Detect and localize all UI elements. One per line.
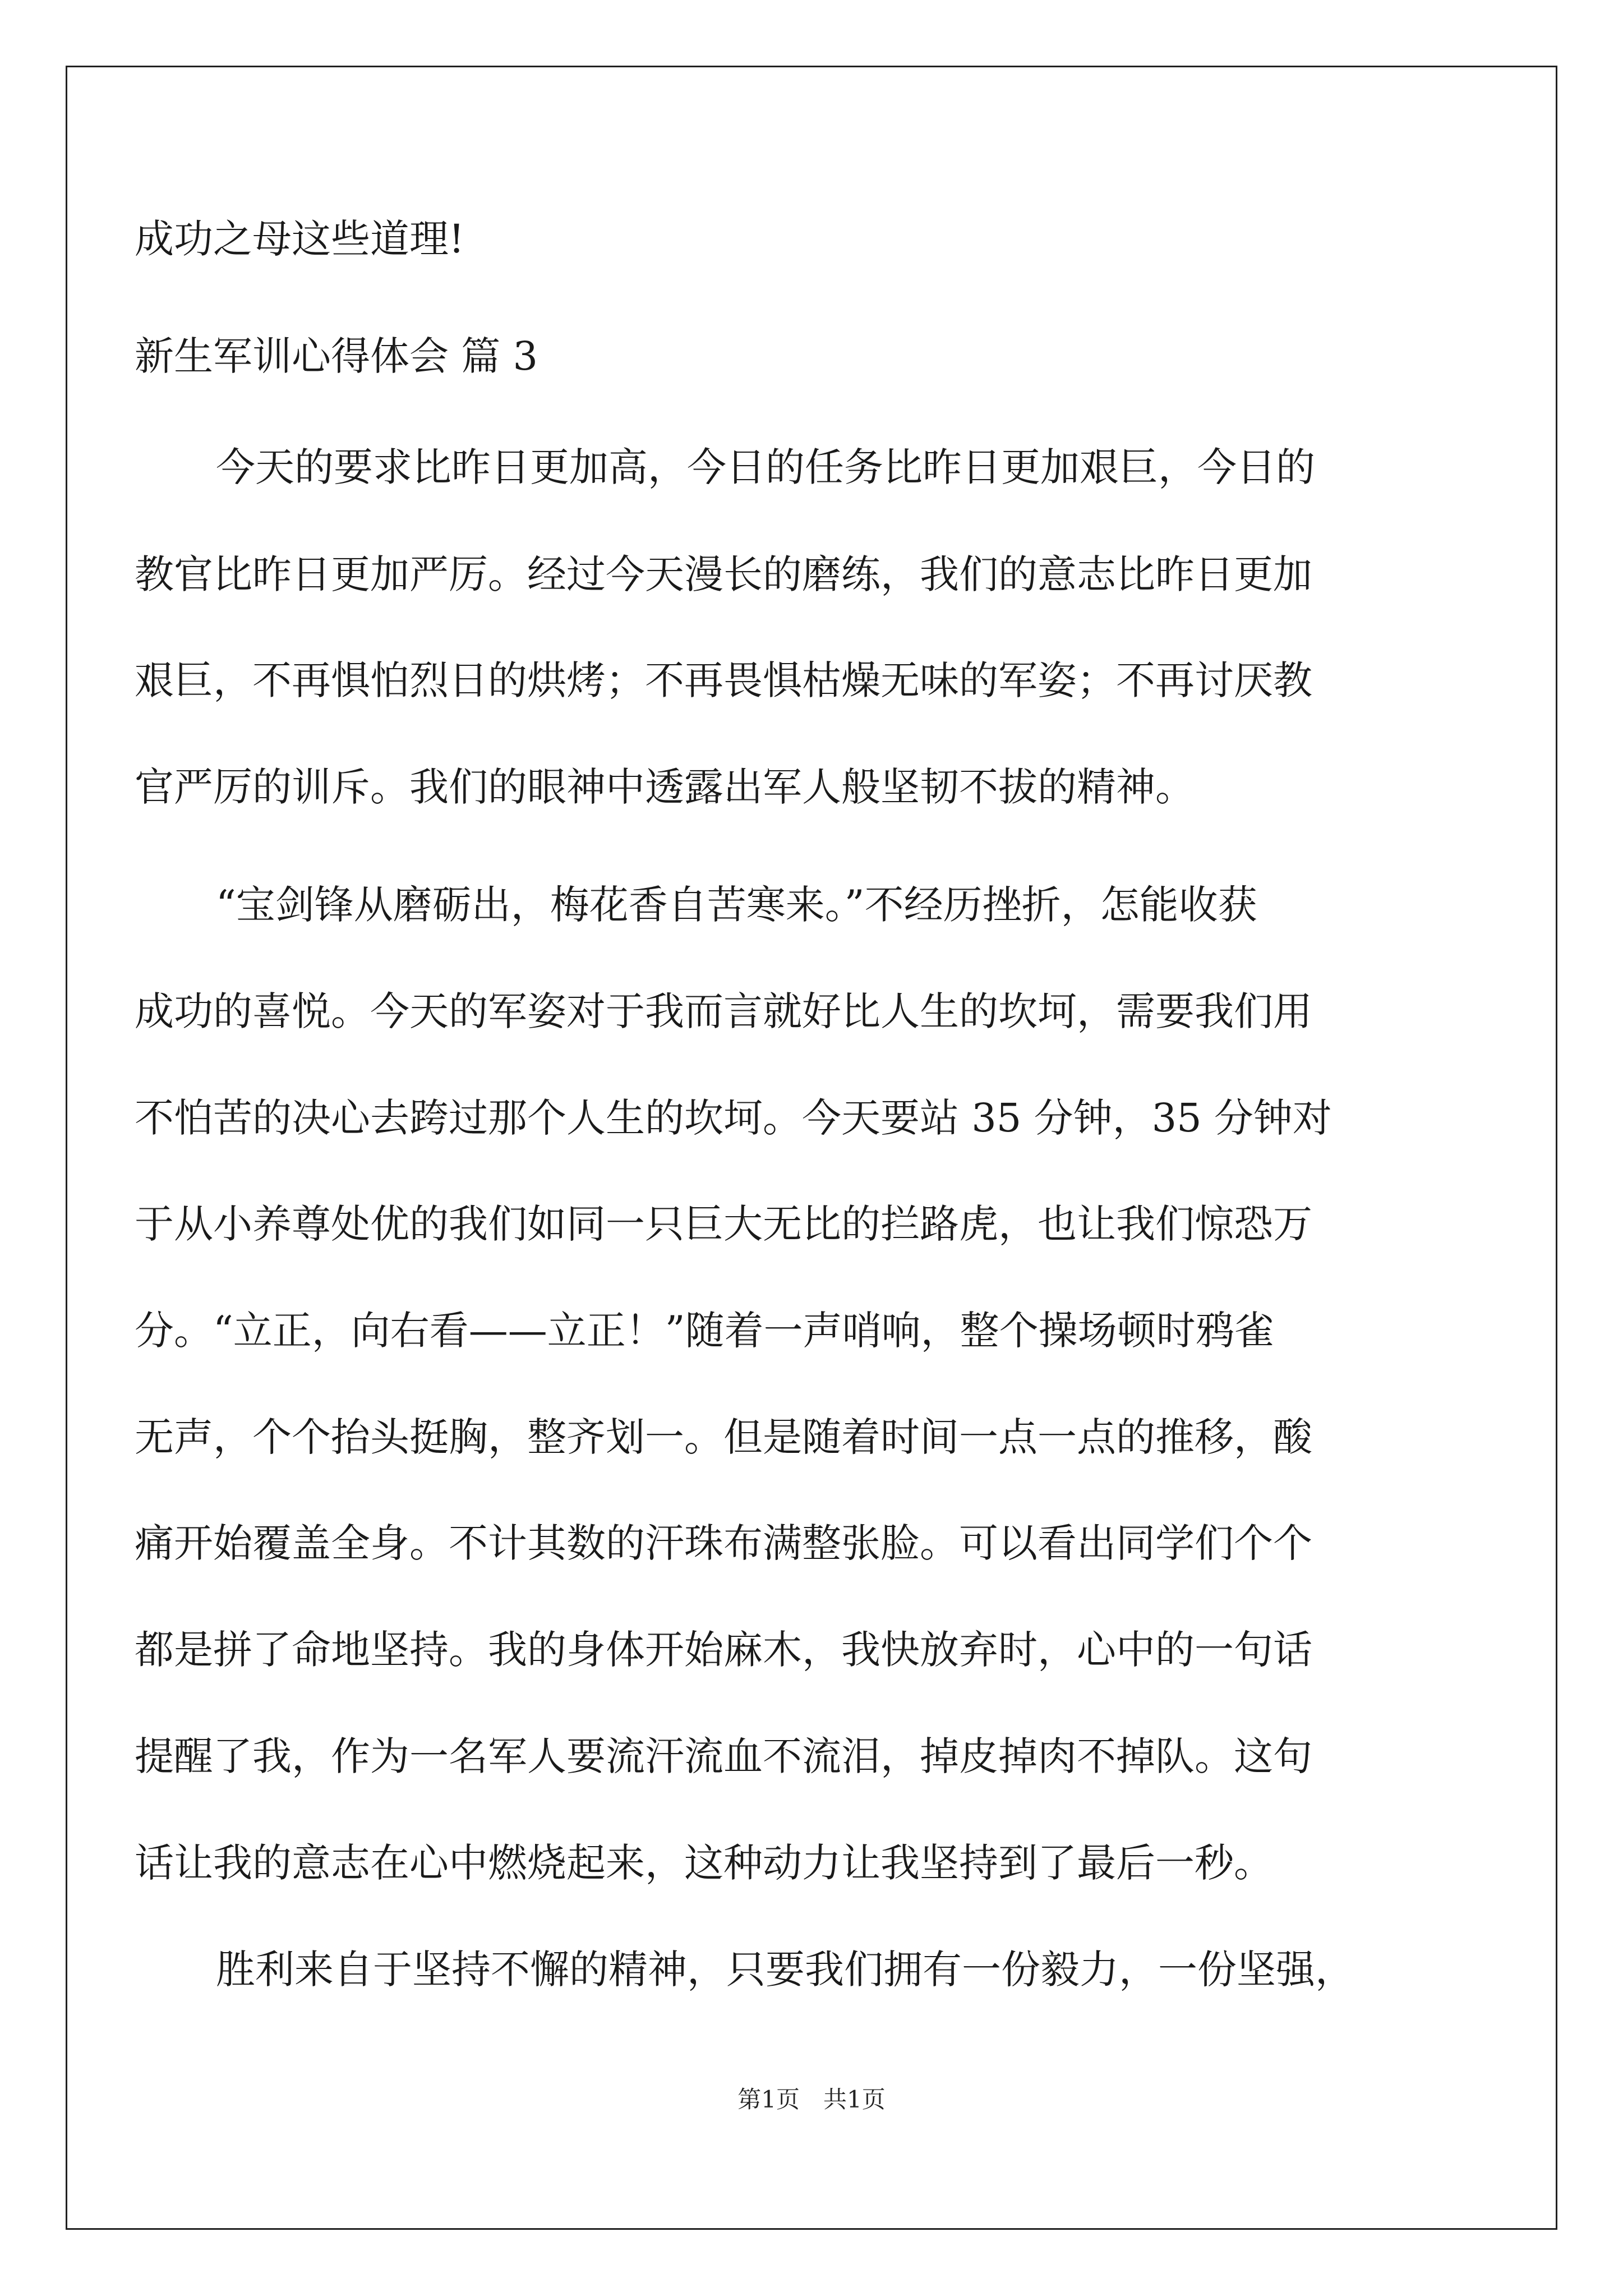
paragraph-2-line-10: 话让我的意志在心中燃烧起来，这种动力让我坚持到了最后一秒。 [135, 1840, 1273, 1886]
paragraph-1-line-2: 教官比昨日更加严厉。经过今天漫长的磨练，我们的意志比昨日更加 [135, 551, 1312, 597]
paragraph-2-line-3: 不怕苦的决心去跨过那个人生的坎坷。今天要站 35 分钟，35 分钟对 [135, 1095, 1332, 1141]
page-border [66, 66, 1557, 2230]
paragraph-2-line-2: 成功的喜悦。今天的军姿对于我而言就好比人生的坎坷，需要我们用 [135, 988, 1312, 1034]
page-footer: 第1页 共1页 [737, 2086, 886, 2113]
paragraph-2-line-8: 都是拼了命地坚持。我的身体开始麻木，我快放弃时，心中的一句话 [135, 1627, 1312, 1673]
paragraph-2-line-4: 于从小养尊处优的我们如同一只巨大无比的拦路虎，也让我们惊恐万 [135, 1201, 1312, 1247]
section-heading: 新生军训心得体会 篇 3 [135, 333, 538, 379]
paragraph-2-line-5: 分。“立正，向右看——立正！”随着一声哨响，整个操场顿时鸦雀 [135, 1308, 1274, 1354]
paragraph-2-line-7: 痛开始覆盖全身。不计其数的汗珠布满整张脸。可以看出同学们个个 [135, 1520, 1312, 1566]
paragraph-1-line-1: 今天的要求比昨日更加高，今日的任务比昨日更加艰巨，今日的 [216, 444, 1315, 490]
paragraph-1-line-4: 官严厉的训斥。我们的眼神中透露出军人般坚韧不拔的精神。 [135, 764, 1195, 810]
paragraph-2-line-9: 提醒了我，作为一名军人要流汗流血不流泪，掉皮掉肉不掉队。这句 [135, 1733, 1312, 1779]
paragraph-2-line-1: “宝剑锋从磨砺出，梅花香自苦寒来。”不经历挫折，怎能收获 [216, 882, 1257, 928]
paragraph-1-line-3: 艰巨，不再惧怕烈日的烘烤；不再畏惧枯燥无味的军姿；不再讨厌教 [135, 657, 1312, 703]
paragraph-2-line-6: 无声，个个抬头挺胸，整齐划一。但是随着时间一点一点的推移，酸 [135, 1414, 1312, 1460]
paragraph-3-line-1: 胜利来自于坚持不懈的精神，只要我们拥有一份毅力，一份坚强， [216, 1947, 1354, 1993]
text-line: 成功之母这些道理! [135, 216, 465, 262]
